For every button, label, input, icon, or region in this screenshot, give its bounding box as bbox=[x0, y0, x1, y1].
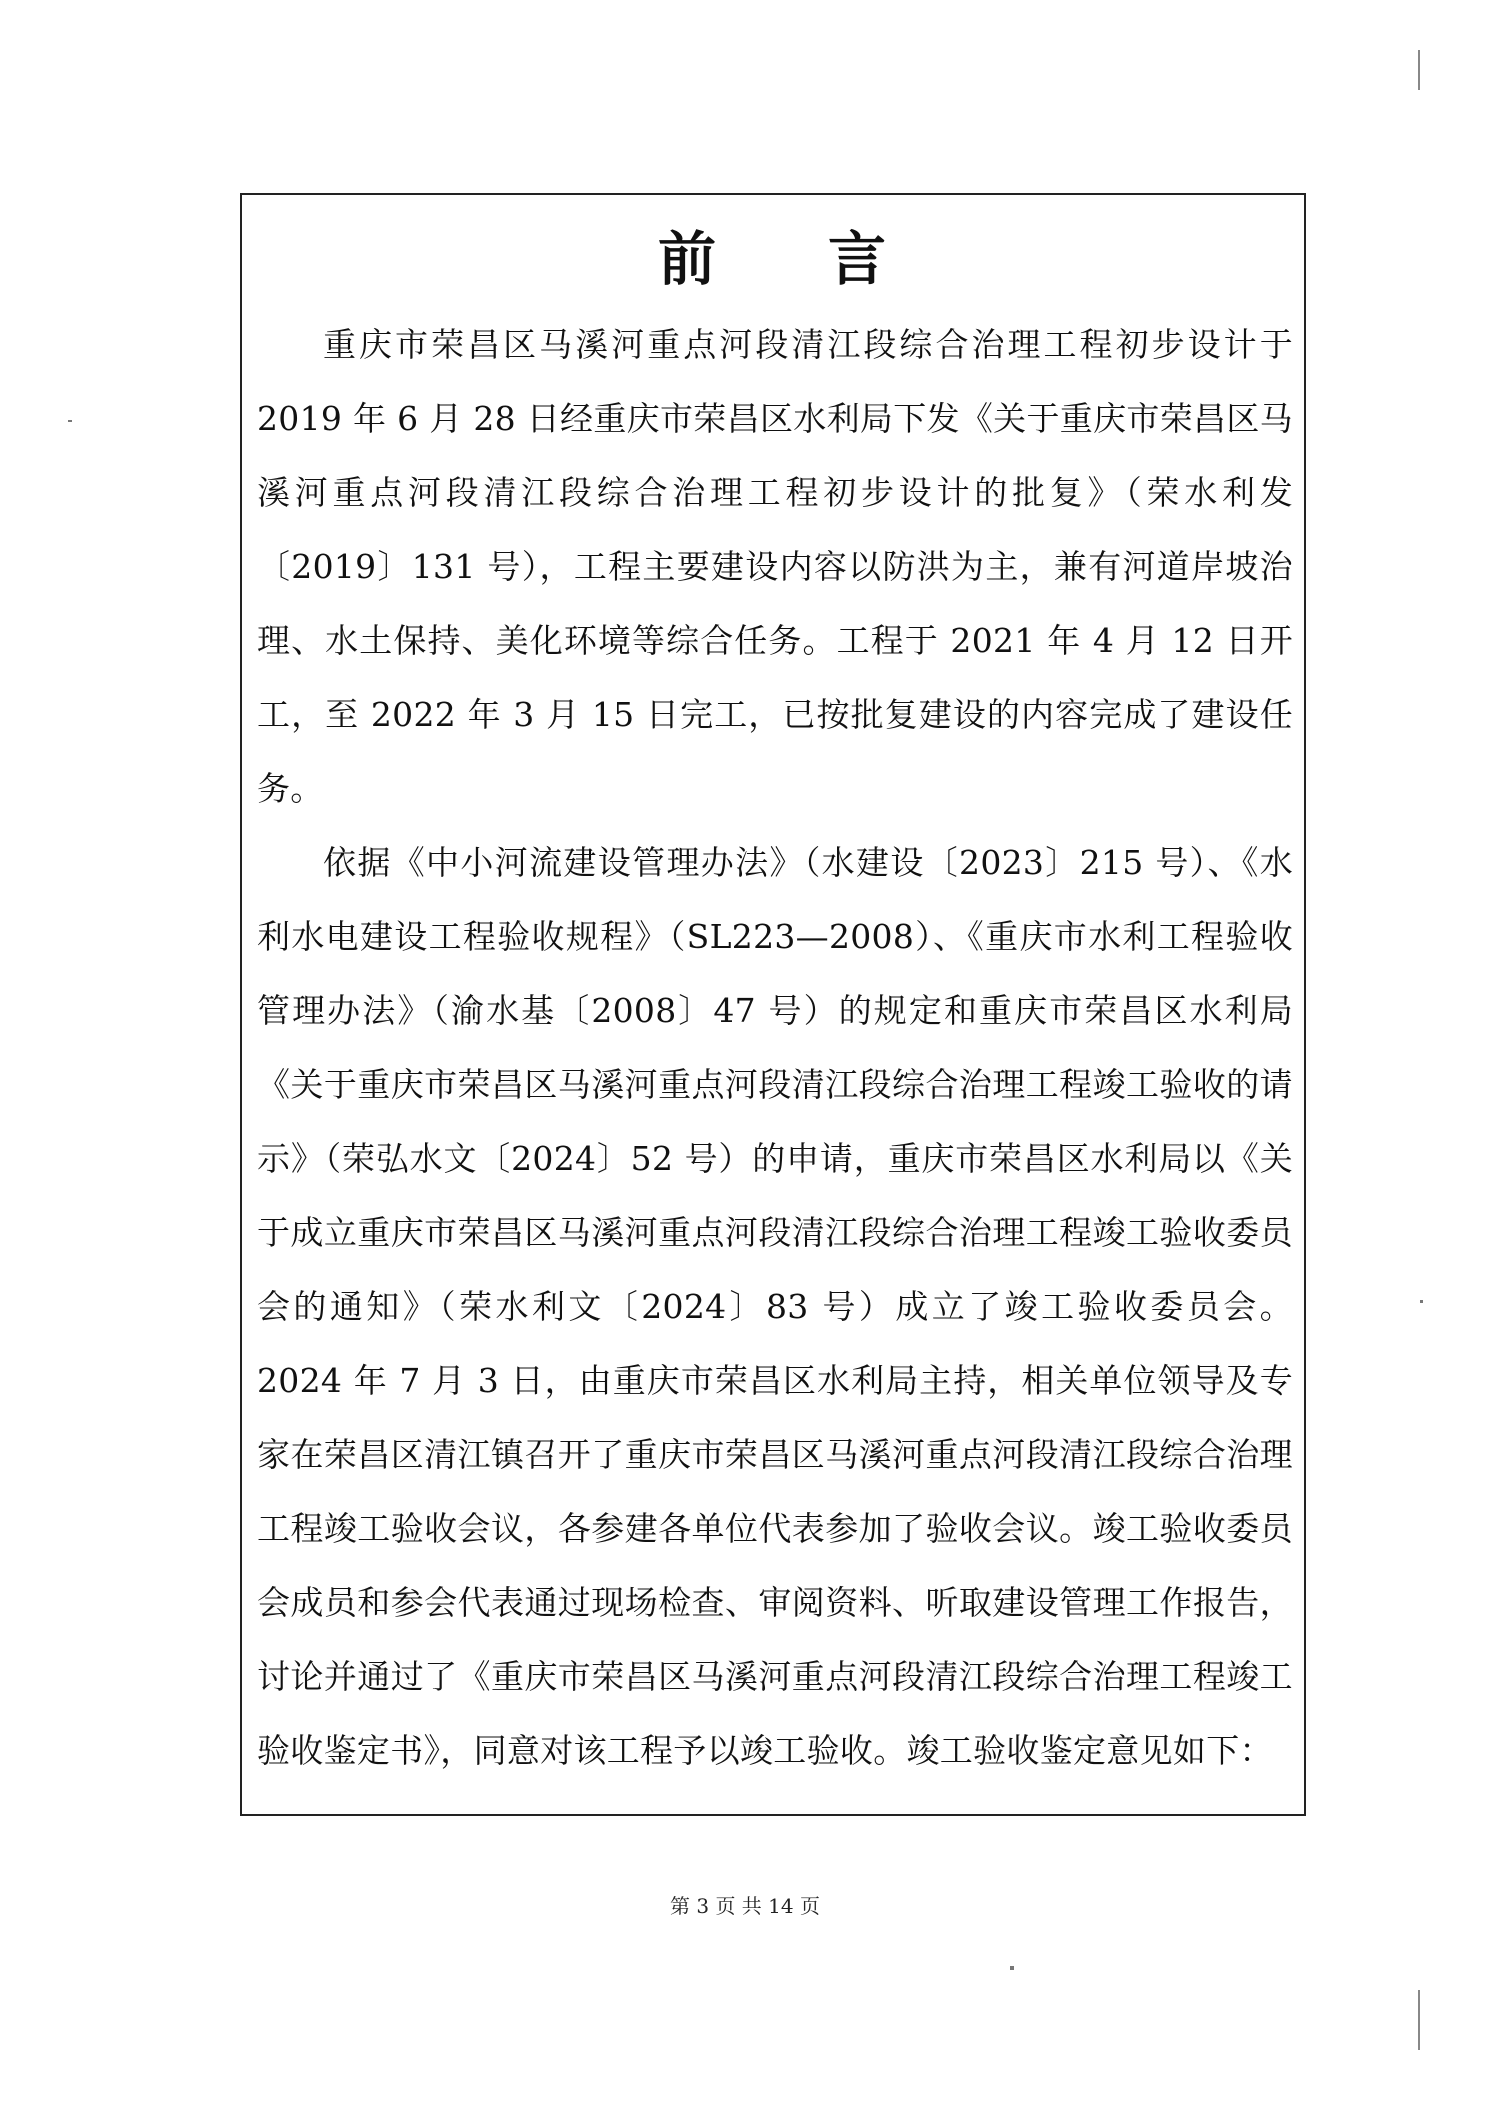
paragraph-1: 重庆市荣昌区马溪河重点河段清江段综合治理工程初步设计于 2019 年 6 月 28 日经重庆市荣昌区水利局下发《关于重庆市荣昌区马溪河重点河段清江段综合治理工程初步设计的批复》（荣水利发〔2019〕131 号），工程主要建设内容以防洪为主，兼有河道岸坡治理、水土保持、美化环境等综合任务。工程于 2021 年 4 月 12 日开工，至 2022 年 3 月 15 日完工，已按批复建设的内容完成了建设任务。 bbox=[257, 325, 1293, 808]
page-title bbox=[242, 219, 1304, 299]
preface-body bbox=[257, 308, 1293, 1788]
scan-edge-mark bbox=[1418, 50, 1420, 90]
title-char-right: 言 bbox=[828, 225, 889, 293]
scan-edge-mark bbox=[1418, 1990, 1420, 2050]
paragraph-2: 依据《中小河流建设管理办法》（水建设〔2023〕215 号）、《水利水电建设工程验收规程》（SL223—2008）、《重庆市水利工程验收管理办法》（渝水基〔2008〕47 号）的规定和重庆市荣昌区水利局《关于重庆市荣昌区马溪河重点河段清江段综合治理工程竣工验收的请示》（荣弘水文〔2024〕52 号）的申请，重庆市荣昌区水利局以《关于成立重庆市荣昌区马溪河重点河段清江段综合治理工程竣工验收委员会的通知》（荣水利文〔2024〕83 号）成立了竣工验收委员会。2024 年 7 月 3 日，由重庆市荣昌区水利局主持，相关单位领导及专家在荣昌区清江镇召开了重庆市荣昌区马溪河重点河段清江段综合治理工程竣工验收会议，各参建各单位代表参加了验收会议。竣工验收委员会成员和参会代表通过现场检查、审阅资料、听取建设管理工作报告，讨论并通过了《重庆市荣昌区马溪河重点河段清江段综合治理工程竣工验收鉴定书》，同意对该工程予以竣工验收。竣工验收鉴定意见如下： bbox=[257, 843, 1293, 1770]
scan-speck bbox=[68, 420, 72, 422]
document-frame bbox=[240, 193, 1306, 1816]
scan-speck bbox=[1010, 1966, 1014, 1970]
page-number-footer: 第 3 页 共 14 页 bbox=[670, 1894, 820, 1918]
title-char-left: 前 bbox=[657, 225, 718, 293]
scan-speck bbox=[1420, 1300, 1423, 1303]
